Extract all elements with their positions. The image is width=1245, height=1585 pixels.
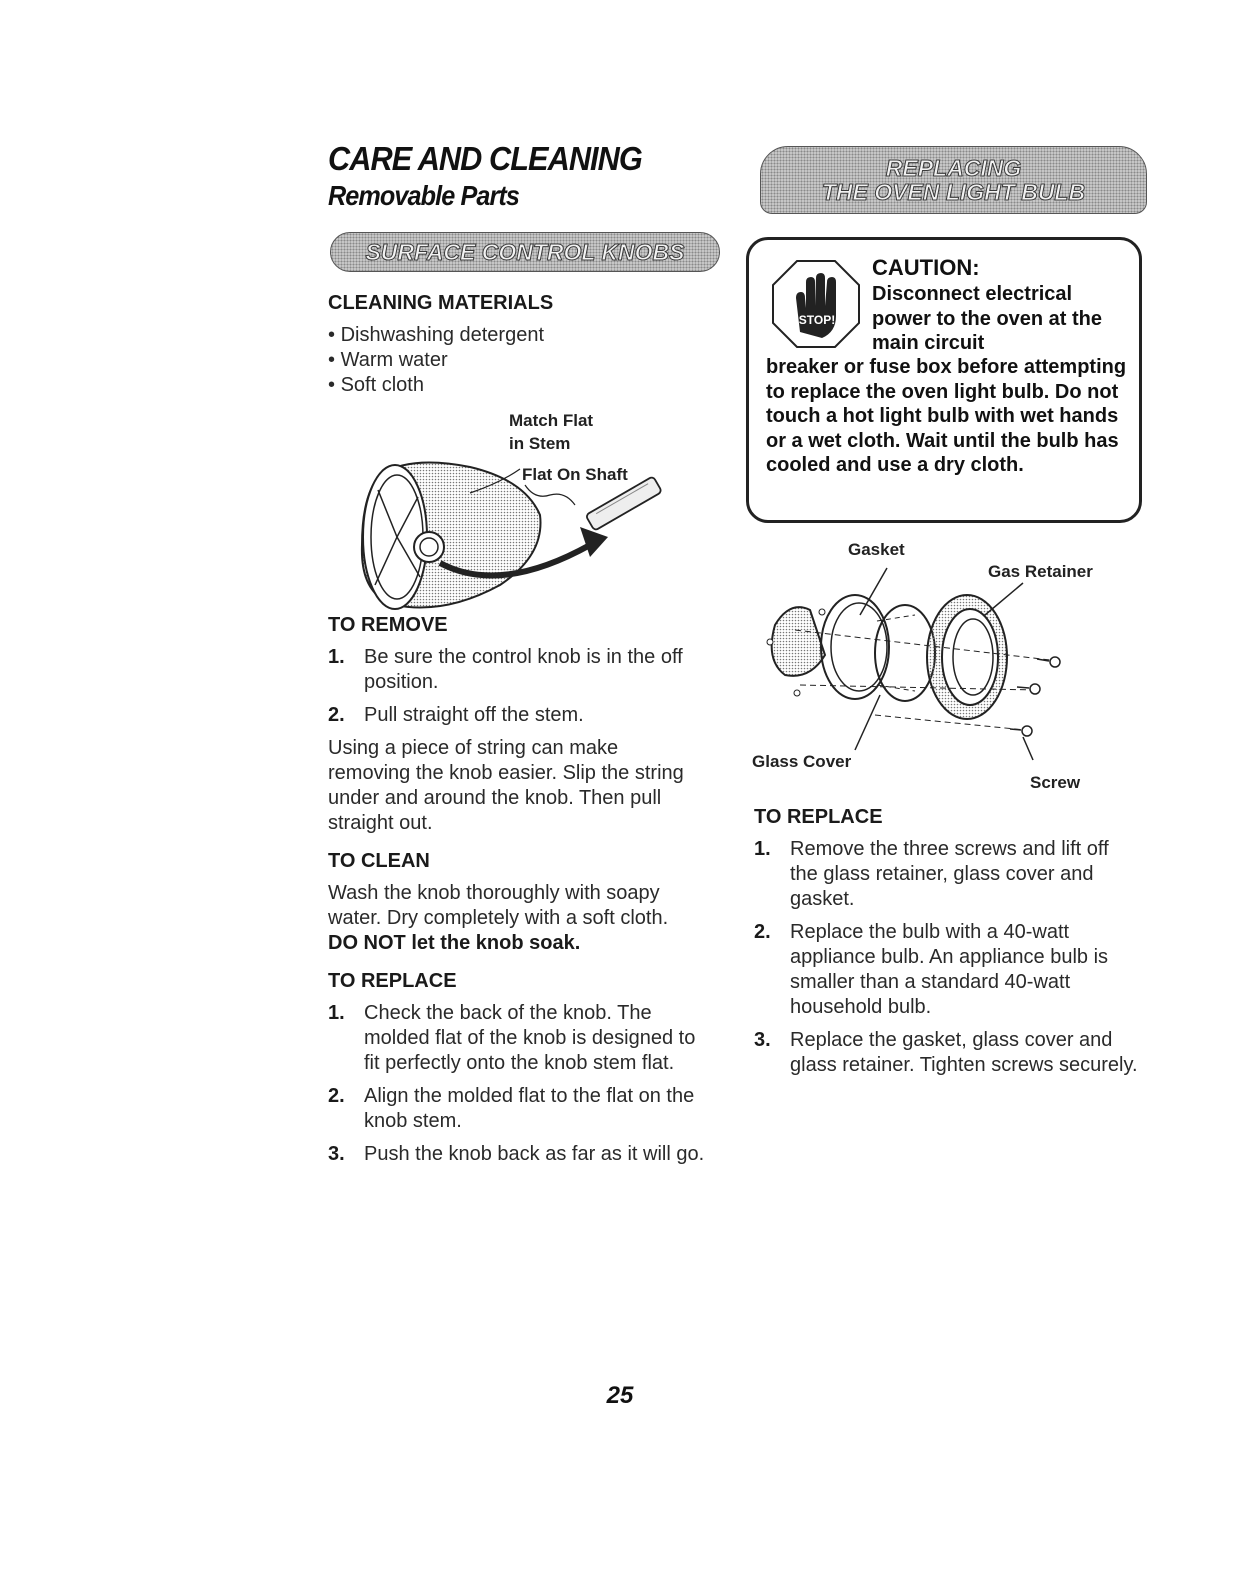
list-item xyxy=(754,1028,1139,1078)
to-clean-text: Wash the knob thoroughly with soapy water. Dry completely with a soft cloth. xyxy=(328,882,669,929)
to-remove-steps xyxy=(328,645,708,728)
list-item xyxy=(328,1142,713,1167)
cleaning-materials-list xyxy=(328,323,728,398)
list-item xyxy=(328,645,708,695)
label-screw: Screw xyxy=(1030,773,1081,792)
to-clean-heading: TO CLEAN xyxy=(328,850,430,872)
step-text: Pull straight off the stem. xyxy=(364,704,584,726)
knob-diagram-illustration xyxy=(350,445,690,620)
section-banner-surface-control-knobs xyxy=(330,232,720,272)
page-subtitle: Removable Parts xyxy=(328,180,519,211)
caution-title: CAUTION: xyxy=(872,255,980,280)
step-number: 2. xyxy=(328,704,345,726)
step-text: Replace the gasket, glass cover and glass retainer. Tighten screws securely. xyxy=(790,1029,1138,1076)
list-item xyxy=(754,920,1139,1020)
page-number: 25 xyxy=(606,1382,634,1409)
step-number: 3. xyxy=(754,1029,771,1051)
step-number: 2. xyxy=(328,1085,345,1107)
cleaning-materials-heading: CLEANING MATERIALS xyxy=(328,292,554,314)
list-item xyxy=(328,1084,713,1134)
list-item: • Warm water xyxy=(328,348,728,373)
step-number: 3. xyxy=(328,1143,345,1165)
to-replace-knob-section xyxy=(328,970,713,1175)
cleaning-materials-section xyxy=(328,292,728,398)
step-number: 1. xyxy=(328,646,345,668)
step-number: 2. xyxy=(754,921,771,943)
to-replace-bulb-heading: TO REPLACE xyxy=(754,806,883,828)
bulb-diagram-illustration xyxy=(755,565,1085,765)
section-banner-replacing-oven-light-bulb xyxy=(760,146,1147,214)
list-item xyxy=(328,1001,713,1076)
label-flat-on-shaft: Flat On Shaft xyxy=(522,465,628,484)
caution-text-part2: breaker or fuse box before attempting to replace the oven light bulb. Do not touch a hot light bulb with wet hands or a wet cloth. Wait until the bulb has cooled and use a dry cloth. xyxy=(766,356,1127,476)
list-item: • Soft cloth xyxy=(328,373,728,398)
label-gas-retainer: Gas Retainer xyxy=(988,562,1093,581)
to-remove-note: Using a piece of string can make removing the knob easier. Slip the string under and around the knob. Then pull straight out. xyxy=(328,737,684,834)
label-glass-cover: Glass Cover xyxy=(752,752,852,771)
stop-hand-icon xyxy=(770,258,862,350)
to-replace-bulb-section xyxy=(754,806,1139,1086)
banner-text-line1: REPLACING xyxy=(885,154,1022,181)
page-title: CARE AND CLEANING xyxy=(328,140,642,177)
to-replace-knob-heading: TO REPLACE xyxy=(328,970,457,992)
step-text: Replace the bulb with a 40-watt appliance bulb. An appliance bulb is smaller than a standard 40-watt household bulb. xyxy=(790,921,1109,1018)
list-item xyxy=(754,837,1139,912)
stop-icon-text: STOP! xyxy=(798,313,836,327)
to-remove-heading: TO REMOVE xyxy=(328,614,448,636)
label-gasket: Gasket xyxy=(848,540,905,559)
label-match-flat: Match Flat xyxy=(509,411,594,430)
list-item: • Dishwashing detergent xyxy=(328,323,728,348)
step-text: Push the knob back as far as it will go. xyxy=(364,1143,705,1165)
to-replace-bulb-steps xyxy=(754,837,1139,1078)
step-text: Remove the three screws and lift off the glass retainer, glass cover and gasket. xyxy=(790,838,1109,910)
banner-text-line2: THE OVEN LIGHT BULB xyxy=(821,179,1086,205)
caution-text-part1: Disconnect electrical power to the oven at the main circuit xyxy=(872,283,1103,354)
step-text: Be sure the control knob is in the off position. xyxy=(364,646,683,693)
step-number: 1. xyxy=(328,1002,345,1024)
list-item xyxy=(328,703,708,728)
step-number: 1. xyxy=(754,838,771,860)
label-in-stem: in Stem xyxy=(509,434,571,453)
to-clean-warning: DO NOT let the knob soak. xyxy=(328,932,581,954)
banner-text: SURFACE CONTROL KNOBS xyxy=(365,238,685,265)
to-replace-knob-steps xyxy=(328,1001,713,1167)
to-remove-section xyxy=(328,614,708,836)
to-clean-section xyxy=(328,850,713,956)
step-text: Align the molded flat to the flat on the knob stem. xyxy=(364,1085,695,1132)
step-text: Check the back of the knob. The molded flat of the knob is designed to fit perfectly onto the knob stem flat. xyxy=(364,1002,696,1074)
